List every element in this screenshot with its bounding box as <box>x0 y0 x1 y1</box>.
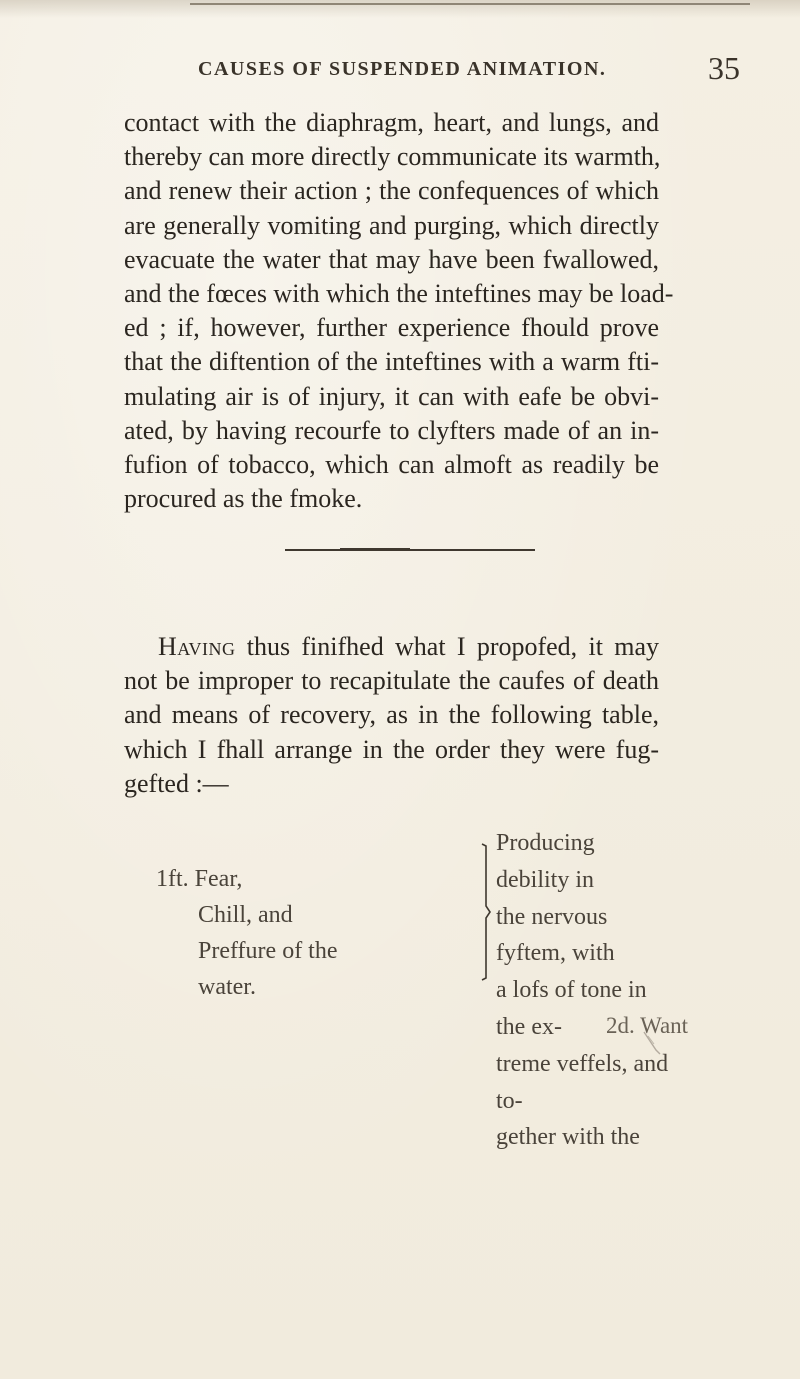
table-cause-column <box>156 825 338 1005</box>
text-line: and means of recovery, as in the following table, <box>124 700 659 730</box>
table-brace <box>480 842 492 982</box>
text-line: that the diftention of the inteftines with a warm fti- <box>124 347 659 377</box>
running-head: CAUSES OF SUSPENDED ANIMATION. <box>198 58 607 80</box>
text-line: are generally vomiting and purging, which directly <box>124 210 659 240</box>
text-line: and renew their action ; the confequences of which <box>124 176 659 206</box>
section-divider <box>285 549 535 551</box>
effect-line: Producing debility in <box>496 830 595 893</box>
text-line: contact with the diaphragm, heart, and lungs, and <box>124 108 659 137</box>
text-line: fufion of tobacco, which can almoft as readily be <box>124 450 659 480</box>
paragraph-2 <box>124 630 659 801</box>
cause-line: Chill, and <box>198 902 293 928</box>
text-line: evacuate the water that may have been fwallowed, <box>124 244 659 274</box>
text-segment: thus finifhed what I propofed, it may <box>235 632 659 661</box>
effect-line: the nervous fyftem, with <box>496 903 615 967</box>
text-line: mulating air is of injury, it can with eafe be obvi- <box>124 381 659 411</box>
catchword: 2d. Want <box>606 1013 689 1038</box>
text-line: thereby can more directly communicate its warmth, <box>124 142 661 172</box>
table-effect-column <box>496 825 670 1156</box>
text-line: gefted :— <box>124 768 229 798</box>
cause-line: water. <box>198 974 256 1000</box>
text-line: not be improper to recapitulate the caufes of death <box>124 666 659 696</box>
text-line: ated, by having recourfe to clyfters made of an in- <box>124 415 659 445</box>
top-rule <box>190 3 750 5</box>
section-divider-ornament <box>340 548 410 551</box>
page-number: 35 <box>708 50 740 86</box>
opening-word: Having <box>158 632 236 661</box>
text-line: and the fœces with which the inteftines may be load- <box>124 279 674 309</box>
text-line: which I fhall arrange in the order they were fug- <box>124 734 659 764</box>
effect-line: a lofs of tone in the ex- <box>496 977 647 1040</box>
text-line <box>124 630 659 664</box>
ink-smudge <box>640 1030 664 1056</box>
text-line: procured as the fmoke. <box>124 484 363 514</box>
paragraph-1 <box>124 106 674 516</box>
cause-line: Preffure of the <box>198 938 338 964</box>
effect-line: gether with the <box>496 1124 640 1151</box>
effect-line: treme veffels, and to- <box>496 1050 669 1114</box>
cause-line: 1ft. Fear, <box>156 866 243 892</box>
text-line: ed ; if, however, further experience fhould prove <box>124 313 659 343</box>
